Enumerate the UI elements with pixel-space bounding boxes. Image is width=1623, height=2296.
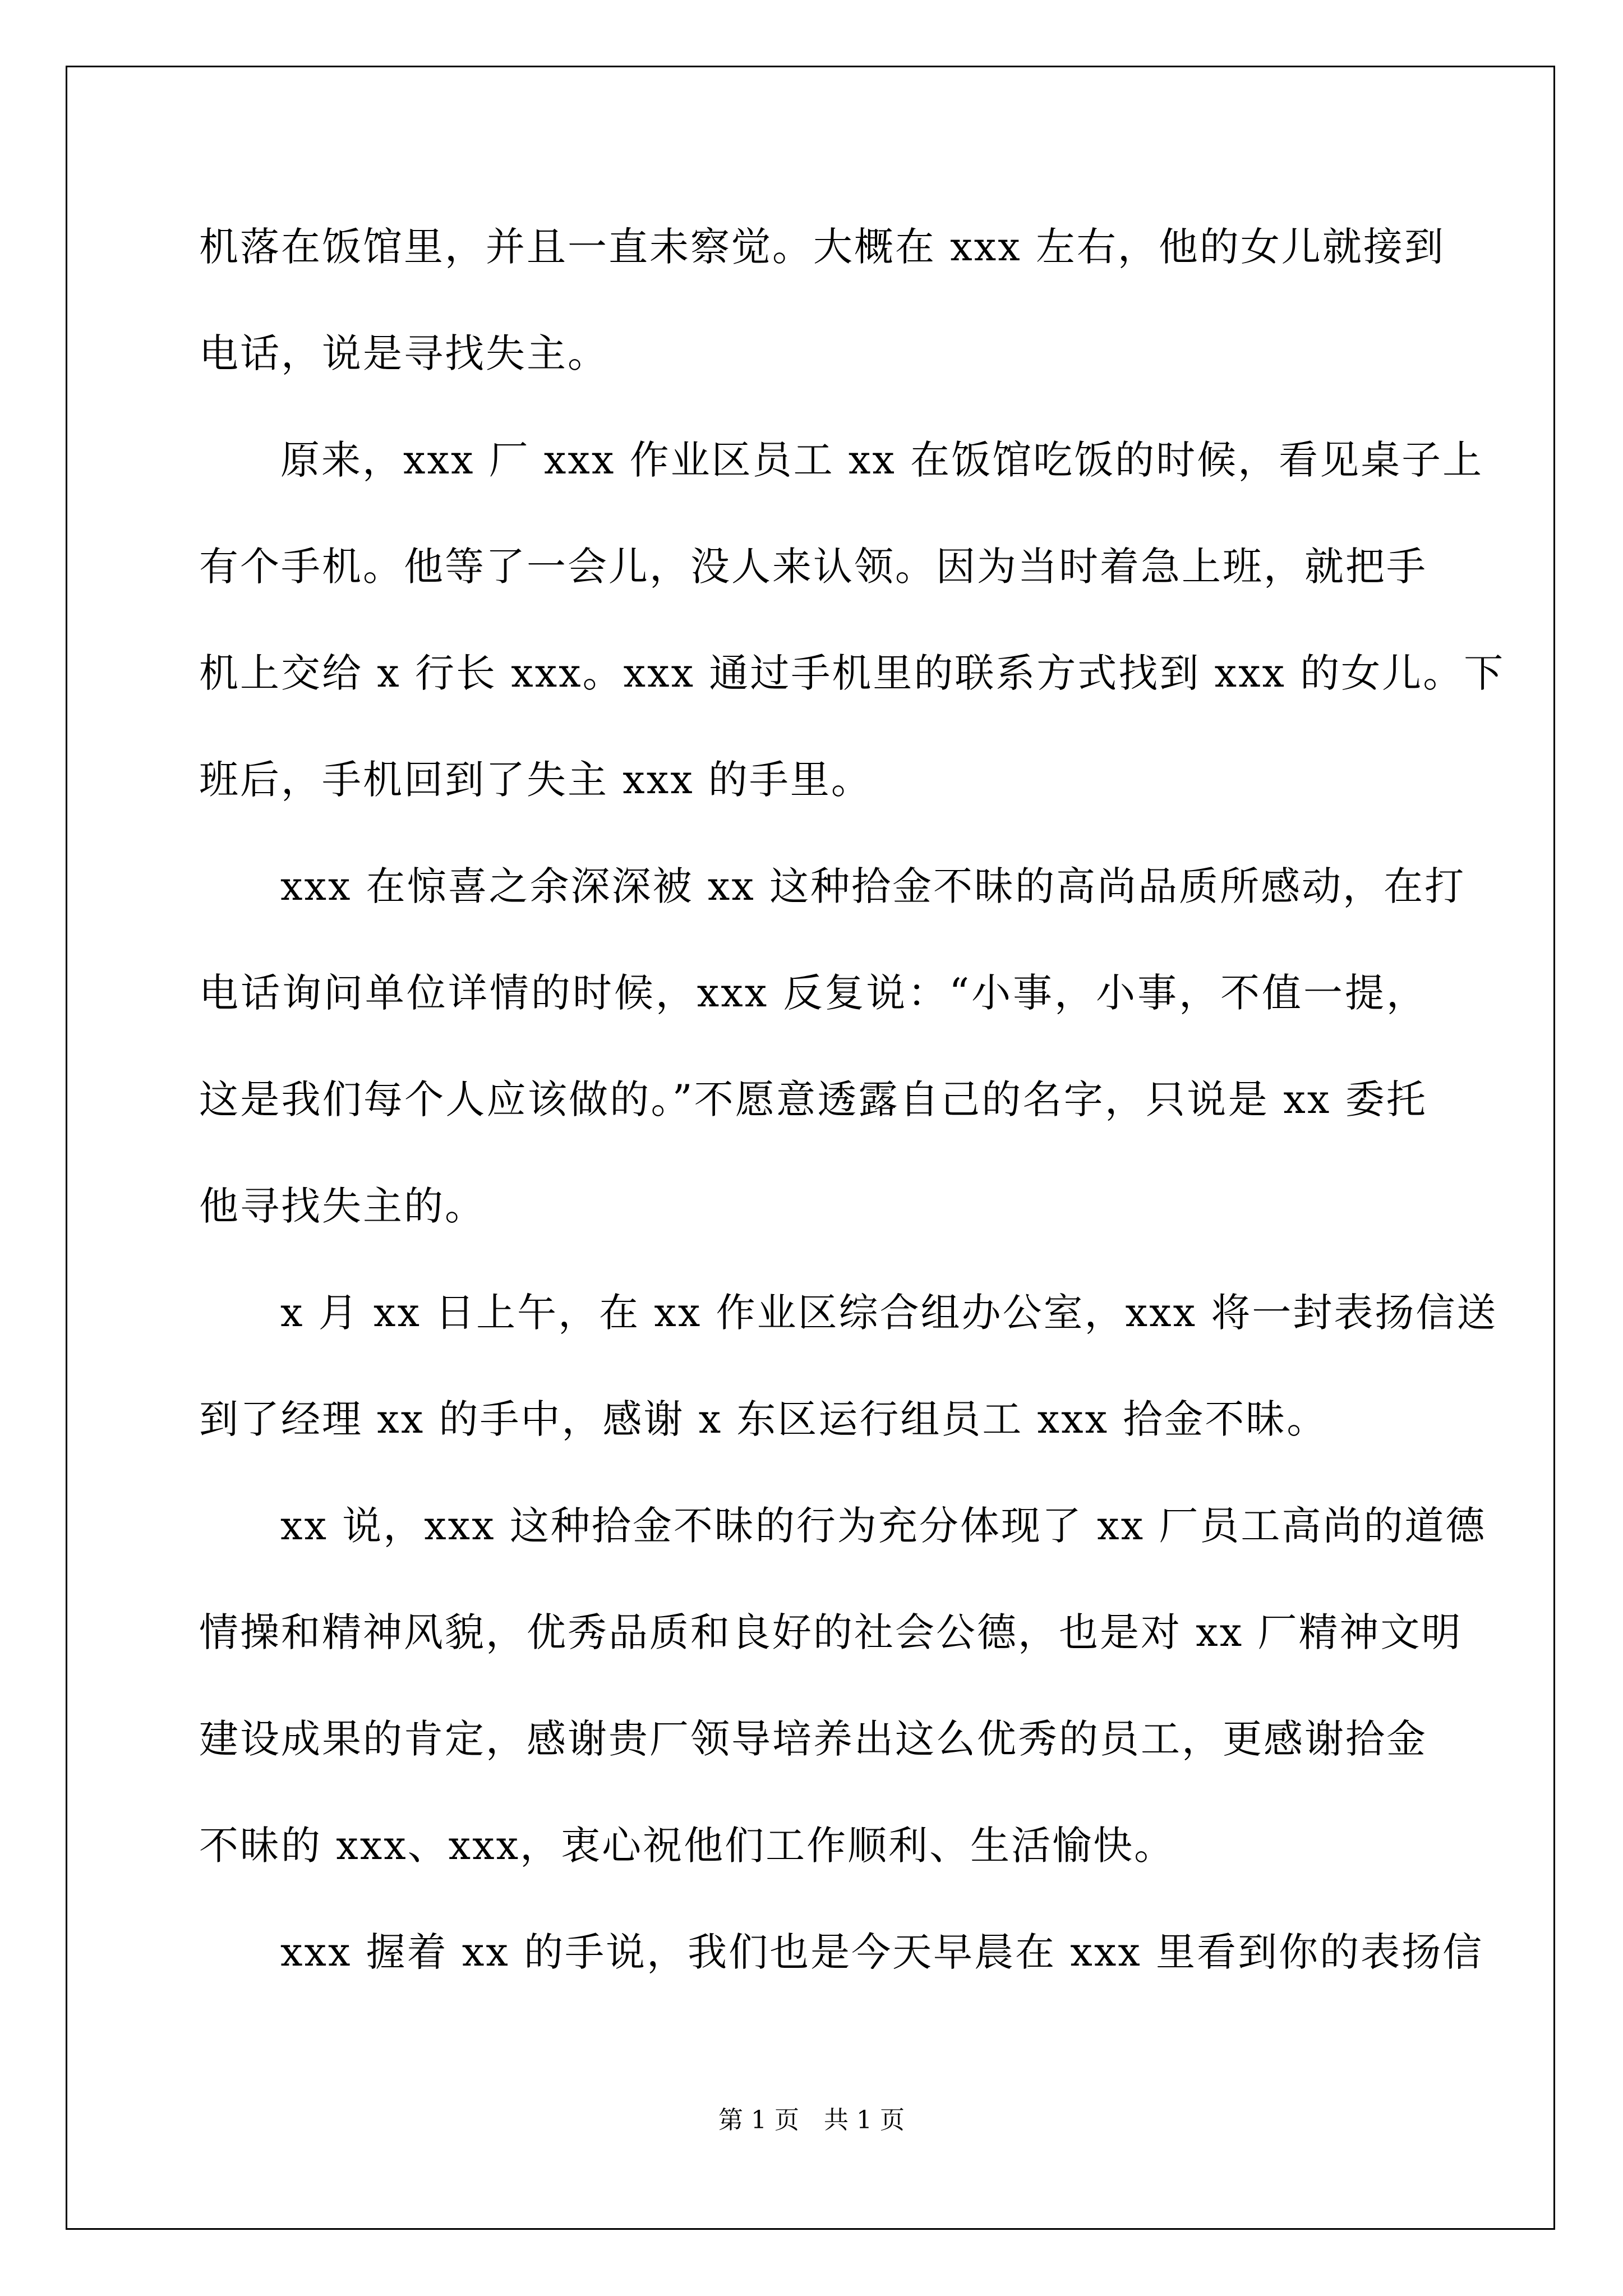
text-line: 建设成果的肯定，感谢贵厂领导培养出这么优秀的员工，更感谢拾金 bbox=[199, 1716, 1427, 1762]
text-line: 有个手机。他等了一会儿，没人来认领。因为当时着急上班，就把手 bbox=[199, 544, 1427, 590]
text-line: 班后，手机回到了失主 xxx 的手里。 bbox=[199, 757, 872, 803]
page-border bbox=[66, 66, 1555, 2230]
text-line: 这是我们每个人应该做的。”不愿意透露自己的名字，只说是 xx 委托 bbox=[199, 1076, 1427, 1122]
paragraph-start-line: xxx 在惊喜之余深深被 xx 这种拾金不昧的高尚品质所感动，在打 bbox=[280, 863, 1466, 909]
paragraph-start-line: xx 说，xxx 这种拾金不昧的行为充分体现了 xx 厂员工高尚的道德 bbox=[280, 1503, 1487, 1549]
text-line: 机上交给 x 行长 xxx。xxx 通过手机里的联系方式找到 xxx 的女儿。下 bbox=[199, 650, 1505, 696]
text-line: 电话，说是寻找失主。 bbox=[199, 330, 608, 376]
paragraph-start-line: 原来，xxx 厂 xxx 作业区员工 xx 在饭馆吃饭的时候，看见桌子上 bbox=[280, 437, 1484, 483]
text-line: 电话询问单位详情的时候，xxx 反复说：“小事，小事，不值一提， bbox=[199, 970, 1427, 1016]
text-line: 不昧的 xxx、xxx，衷心祝他们工作顺利、生活愉快。 bbox=[199, 1823, 1175, 1869]
paragraph-start-line: xxx 握着 xx 的手说，我们也是今天早晨在 xxx 里看到你的表扬信 bbox=[280, 1929, 1484, 1975]
paragraph-start-line: x 月 xx 日上午，在 xx 作业区综合组办公室，xxx 将一封表扬信送 bbox=[280, 1290, 1498, 1336]
page-number-footer: 第 1 页 共 1 页 bbox=[718, 2106, 905, 2134]
text-line: 到了经理 xx 的手中，感谢 x 东区运行组员工 xxx 拾金不昧。 bbox=[199, 1396, 1328, 1442]
text-line: 情操和精神风貌，优秀品质和良好的社会公德，也是对 xx 厂精神文明 bbox=[199, 1609, 1463, 1655]
text-line: 他寻找失主的。 bbox=[199, 1183, 486, 1229]
text-line: 机落在饭馆里，并且一直未察觉。大概在 xxx 左右，他的女儿就接到 bbox=[199, 224, 1445, 270]
